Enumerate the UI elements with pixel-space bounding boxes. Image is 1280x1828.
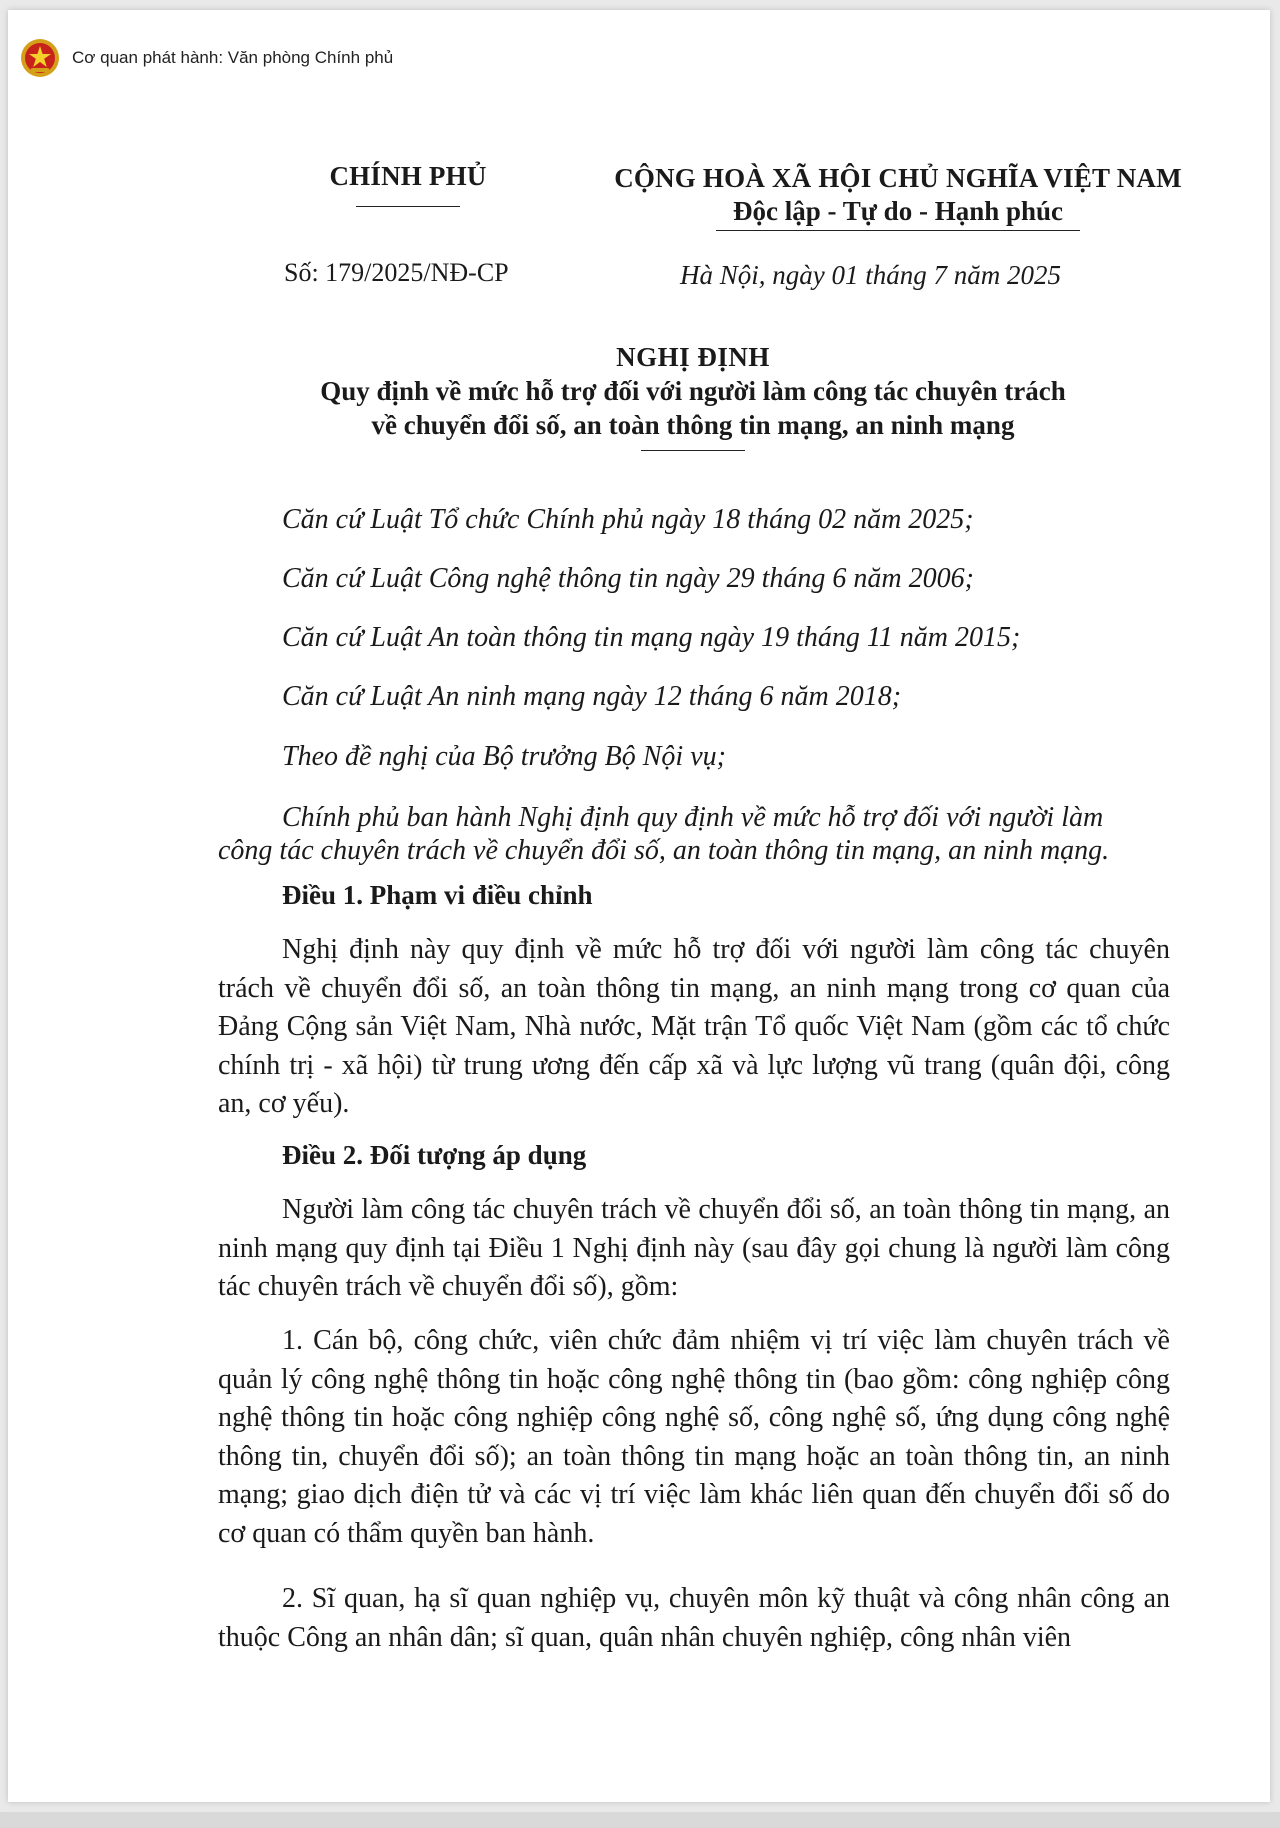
decree-subject-line-1: Quy định về mức hỗ trợ đối với người làm công tác chuyên trách bbox=[320, 376, 1066, 406]
decree-title-block bbox=[198, 340, 1188, 451]
legal-basis-3: Căn cứ Luật An toàn thông tin mạng ngày 19 tháng 11 năm 2015; bbox=[282, 622, 1021, 653]
article-2-item-2: 2. Sĩ quan, hạ sĩ quan nghiệp vụ, chuyên môn kỹ thuật và công nhân công an thuộc Công an nhân dân; sĩ quan, quân nhân chuyên nghiệp, công nhân viên bbox=[218, 1583, 1170, 1653]
issuer-bar bbox=[20, 38, 393, 78]
legal-basis-1: Căn cứ Luật Tổ chức Chính phủ ngày 18 tháng 02 năm 2025; bbox=[282, 504, 974, 535]
motto-underline bbox=[716, 230, 1080, 231]
article-2-heading: Điều 2. Đối tượng áp dụng bbox=[282, 1140, 587, 1170]
document-number: Số: 179/2025/NĐ-CP bbox=[284, 258, 509, 287]
article-2-intro: Người làm công tác chuyên trách về chuyển đổi số, an toàn thông tin mạng, an ninh mạng quy định tại Điều 1 Nghị định này (sau đây gọi chung là người làm công tác chuyên trách về chuyển đổi số), gồm: bbox=[218, 1194, 1170, 1302]
national-motto: Độc lập - Tự do - Hạnh phúc bbox=[732, 196, 1064, 226]
article-1-text: Nghị định này quy định về mức hỗ trợ đối với người làm công tác chuyên trách về chuyển đổi số, an toàn thông tin mạng, an ninh mạng trong cơ quan của Đảng Cộng sản Việt Nam, Nhà nước, Mặt trận Tổ quốc Việt Nam (gồm các tổ chức chính trị - xã hội) từ trung ương đến cấp xã và lực lượng vũ trang (quân đội, công an, cơ yếu). bbox=[218, 934, 1170, 1119]
legal-basis-2: Căn cứ Luật Công nghệ thông tin ngày 29 tháng 6 năm 2006; bbox=[282, 563, 974, 594]
agency-name: CHÍNH PHỦ bbox=[329, 161, 487, 191]
national-emblem-icon bbox=[20, 38, 60, 78]
page-edge bbox=[0, 1812, 1280, 1828]
issuer-label: Cơ quan phát hành: Văn phòng Chính phủ bbox=[72, 48, 394, 67]
article-2-item-1: 1. Cán bộ, công chức, viên chức đảm nhiệm vị trí việc làm chuyên trách về quản lý công nghệ thông tin hoặc công nghệ thông tin (bao gồm: công nghiệp công nghệ thông tin hoặc công nghiệp công nghệ số, công nghệ số, ứng dụng công nghệ thông tin, chuyển đổi số); an toàn thông tin mạng hoặc an toàn thông tin, an ninh mạng; giao dịch điện tử và các vị trí việc làm khác liên quan đến chuyển đổi số do cơ quan có thẩm quyền ban hành. bbox=[218, 1325, 1170, 1549]
title-underline bbox=[641, 450, 745, 451]
national-title: CỘNG HOÀ XÃ HỘI CHỦ NGHĨA VIỆT NAM bbox=[614, 163, 1182, 193]
document-page bbox=[8, 10, 1270, 1802]
proposal-basis: Theo đề nghị của Bộ trưởng Bộ Nội vụ; bbox=[282, 741, 726, 772]
agency-block bbox=[288, 160, 528, 207]
article-1-heading: Điều 1. Phạm vi điều chỉnh bbox=[282, 880, 593, 910]
place-date: Hà Nội, ngày 01 tháng 7 năm 2025 bbox=[680, 260, 1061, 290]
decree-type: NGHỊ ĐỊNH bbox=[616, 342, 770, 372]
promulgation-clause: Chính phủ ban hành Nghị định quy định về mức hỗ trợ đối với người làm công tác chuyên trách về chuyển đổi số, an toàn thông tin mạng, an ninh mạng. bbox=[218, 802, 1110, 866]
legal-basis-4: Căn cứ Luật An ninh mạng ngày 12 tháng 6 năm 2018; bbox=[282, 681, 902, 712]
agency-underline bbox=[356, 206, 460, 207]
decree-subject-line-2: về chuyển đổi số, an toàn thông tin mạng, an ninh mạng bbox=[371, 410, 1015, 440]
national-title-block bbox=[588, 162, 1208, 231]
